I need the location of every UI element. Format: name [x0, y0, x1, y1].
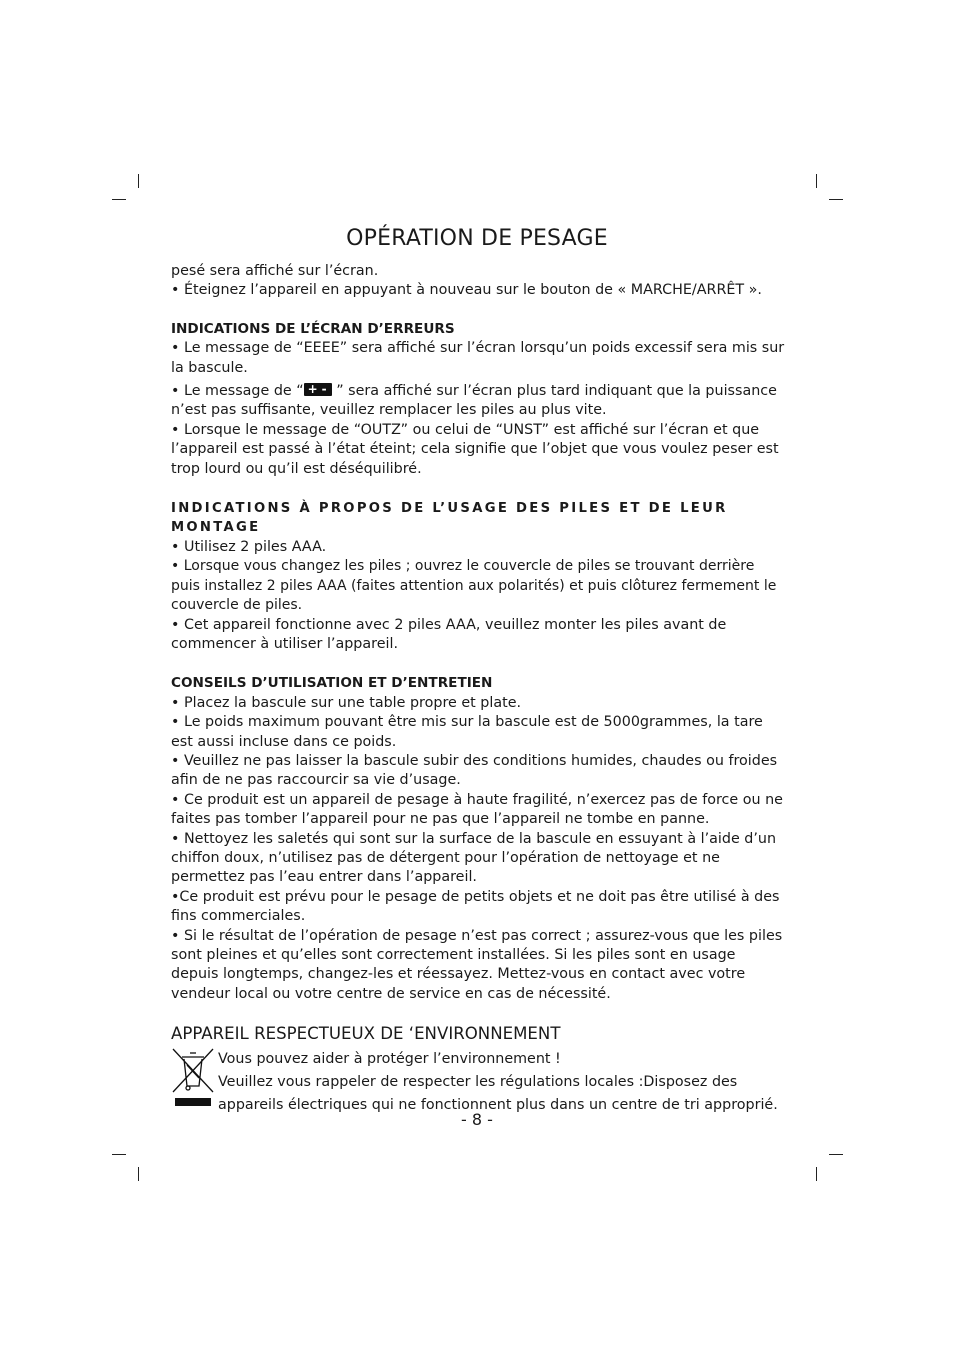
list-item: • Lorsque vous changez les piles ; ouvrez le couvercle de piles se trouvant derrière puis installez 2 piles AAA (faites attention aux polarités) et puis clôturez fermement le couvercle de piles.	[171, 558, 777, 614]
list-item: • Nettoyez les saletés qui sont sur la surface de la bascule en essuyant à l’aide d’un chiffon doux, n’utilisez pas de détergent pour l’opération de nettoyage et ne permettez pas l’eau entrer dans l’appareil.	[171, 830, 777, 886]
paragraph: • Lorsque le message de “OUTZ” ou celui de “UNST” est affiché sur l’écran et que l’appareil est passé à l’état éteint; cela signifie que l’objet que vous voulez peser est trop lourd ou qu’il est déséquilibré.	[171, 421, 779, 477]
environment-text	[218, 1048, 785, 1117]
text: • Le message de “	[171, 383, 304, 400]
crop-mark	[816, 174, 817, 188]
page-number: - 8 -	[461, 1110, 493, 1129]
text: ” sera affiché sur l’écran plus tard indiquant que la puissance n’est pas suffisante, veuillez remplacer les piles au plus vite.	[171, 383, 777, 419]
paragraph: pesé sera affiché sur l’écran.	[171, 263, 379, 279]
list-item: • Cet appareil fonctionne avec 2 piles AAA, veuillez monter les piles avant de commencer à utiliser l’appareil.	[171, 616, 727, 652]
list-item: • Utilisez 2 piles AAA.	[171, 538, 327, 555]
crop-mark	[112, 1154, 126, 1155]
section-heading-errors: INDICATIONS DE L’ÉCRAN D’ERREURS	[171, 320, 455, 337]
crop-mark	[112, 199, 126, 200]
document-body	[171, 262, 785, 1117]
section-heading-advice: CONSEILS D’UTILISATION ET D’ENTRETIEN	[171, 675, 493, 692]
list-item: • Si le résultat de l’opération de pesage n’est pas correct ; assurez-vous que les piles sont pleines et qu’elles sont correctement installées. Si les piles sont en usage depuis longtemps, changez-les et réessayez. Mettez-vous en contact avec votre vendeur local ou votre centre de service en cas de nécessité.	[171, 927, 783, 1002]
crop-mark	[138, 174, 139, 188]
crop-mark	[816, 1167, 817, 1181]
list-item: • Placez la bascule sur une table propre et plate.	[171, 694, 522, 711]
environment-block	[171, 1048, 785, 1117]
crop-mark	[829, 199, 843, 200]
paragraph	[171, 382, 785, 421]
list-item: •Ce produit est prévu pour le pesage de petits objets et ne doit pas être utilisé à des fins commerciales.	[171, 888, 780, 925]
weee-crossed-bin-icon	[171, 1048, 215, 1110]
section-heading-batteries: INDICATIONS À PROPOS DE L’USAGE DES PILES ET DE LEUR MONTAGE	[171, 501, 728, 536]
section-heading-environment: APPAREIL RESPECTUEUX DE ‘ENVIRONNEMENT	[171, 1024, 561, 1044]
list-item: • Ce produit est un appareil de pesage à haute fragilité, n’exercez pas de force ou ne faites pas tomber l’appareil pour ne pas que l’appareil ne tombe en panne.	[171, 791, 783, 828]
list-item: • Veuillez ne pas laisser la bascule subir des conditions humides, chaudes ou froides afin de ne pas raccourcir sa vie d’usage.	[171, 752, 778, 789]
list-item: • Le poids maximum pouvant être mis sur la bascule est de 5000grammes, la tare est aussi incluse dans ce poids.	[171, 714, 763, 750]
paragraph: Vous pouvez aider à protéger l’environnement !	[218, 1050, 561, 1067]
battery-icon: + -	[304, 383, 332, 396]
paragraph: • Éteignez l’appareil en appuyant à nouveau sur le bouton de « MARCHE/ARRÊT ».	[171, 282, 762, 299]
crop-mark	[138, 1167, 139, 1181]
page-title: OPÉRATION DE PESAGE	[346, 226, 608, 251]
paragraph: • Le message de “EEEE” sera affiché sur l’écran lorsqu’un poids excessif sera mis sur la bascule.	[171, 340, 785, 376]
crop-mark	[829, 1154, 843, 1155]
paragraph: Veuillez vous rappeler de respecter les régulations locales :Disposez des appareils électriques qui ne fonctionnent plus dans un centre de tri approprié.	[218, 1073, 778, 1113]
